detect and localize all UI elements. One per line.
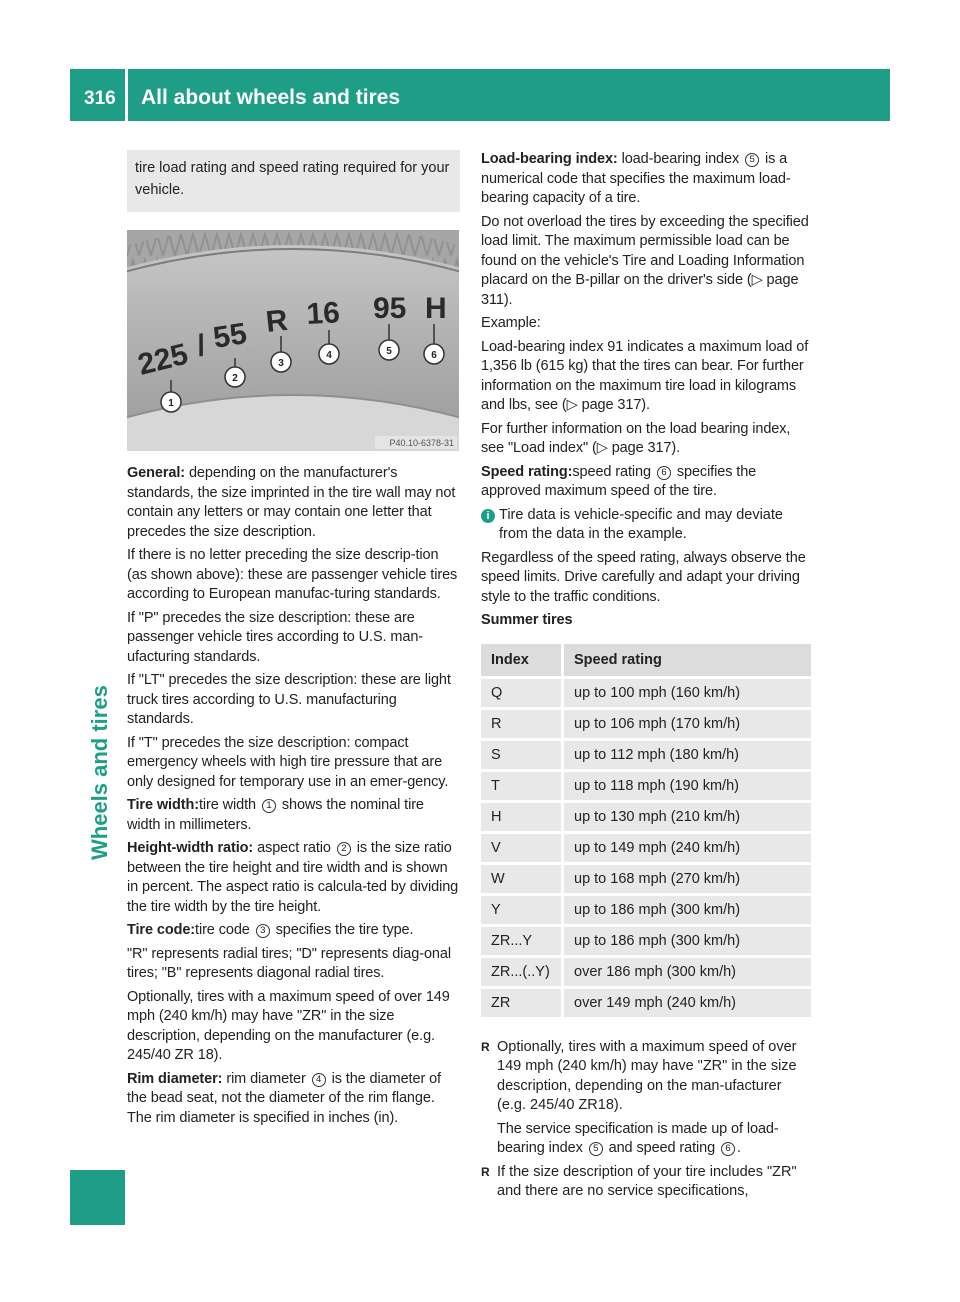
header-separator [125, 69, 128, 121]
table-row [481, 772, 811, 800]
speed-rating-cell: over 186 mph (300 km/h) [561, 958, 811, 986]
index-cell: H [481, 803, 561, 831]
notice-box [127, 150, 460, 212]
callout-ref-1: 1 [262, 799, 276, 813]
bullet-1-sub-mid: and speed rating [604, 1140, 719, 1156]
p-prefix-paragraph: If "P" precedes the size description: these are passenger vehicle tires according to U.S. man-ufacturing standards. [127, 609, 424, 665]
index-cell: S [481, 741, 561, 769]
callout-3: 3 [278, 358, 284, 369]
table-row [481, 865, 811, 893]
summer-tires-heading [481, 611, 813, 631]
further-info-paragraph: For further information on the load bearing index, see "Load index" (▷ page 317). [481, 420, 791, 456]
speed-rating-label: Speed rating: [481, 463, 573, 480]
index-cell: ZR...(..Y) [481, 958, 561, 986]
bullet-1-text: Optionally, tires with a maximum speed of over 149 mph (240 km/h) may have "ZR" in the size description, depending on the man-ufacturer (e.g. 245/40 ZR18). [497, 1038, 797, 1113]
height-width-text-b: is the size ratio between the tire height and tire width and is shown in percent. The aspect ratio is calcula-ted by dividing the tire width by the tire height. [127, 840, 459, 915]
overload-paragraph: Do not overload the tires by exceeding the specified load limit. The maximum permissible load can be found on the vehicle's Tire and Loading Information placard on the B-pillar on the driver's side (▷ page 311). [481, 213, 809, 308]
column-header-speed-rating: Speed rating [561, 644, 811, 676]
rim-diameter-text-b: is the diameter of the bead seat, not the diameter of the rim flange. The rim diameter is specified in inches (in). [127, 1070, 441, 1126]
speed-rating-table [481, 641, 811, 1020]
chapter-title: All about wheels and tires [141, 86, 401, 109]
table-row [481, 958, 811, 986]
sidewall-speed: H [425, 292, 447, 325]
no-letter-paragraph: If there is no letter preceding the size descrip-tion (as shown above): these are passenger vehicle tires according to European manufac-turing standards. [127, 547, 458, 602]
load-bearing-text-a: load-bearing index [617, 151, 744, 167]
sidewall-rim: 16 [305, 296, 341, 331]
height-width-text-a: aspect ratio [253, 840, 335, 856]
tire-code-text-b: specifies the tire type. [271, 922, 414, 938]
codes-paragraph: "R" represents radial tires; "D" represents diag-onal tires; "B" represents diagonal radial tires. [127, 945, 451, 981]
callout-ref-4: 4 [312, 1073, 326, 1087]
info-note [481, 506, 813, 545]
index-cell: Y [481, 896, 561, 924]
tire-code-text-a: tire code [195, 922, 254, 938]
table-row [481, 834, 811, 862]
speed-rating-cell: over 149 mph (240 km/h) [561, 989, 811, 1017]
bullet-1-sub-a: The service specification is made up of load-bearing index [497, 1120, 779, 1156]
left-column [127, 150, 460, 1132]
height-width-label: Height-width ratio: [127, 840, 254, 856]
lt-prefix-paragraph: If "LT" precedes the size description: these are light truck tires according to U.S. manufacturing standards. [127, 672, 451, 727]
list-item [481, 1038, 813, 1159]
callout-6: 6 [431, 350, 437, 361]
optional-zr-paragraph: Optionally, tires with a maximum speed of over 149 mph (240 km/h) may have "ZR" in the size description, depending on the manufacturer (e.g. 245/40 ZR 18). [127, 988, 450, 1063]
index-cell: Q [481, 679, 561, 707]
tire-width-text-a: tire width [198, 797, 260, 813]
info-note-text: Tire data is vehicle-specific and may deviate from the data in the example. [499, 506, 783, 542]
bullet-2-text: If the size description of your tire includes "ZR" and there are no service specifications, [497, 1163, 797, 1199]
load-bearing-label: Load-bearing index: [481, 151, 618, 167]
speed-rating-table-body [481, 679, 811, 1017]
general-label: General: [127, 465, 186, 481]
tire-width-text-b: shows the nominal tire width in millimeters. [127, 797, 424, 833]
callout-ref-6: 6 [657, 466, 671, 480]
side-tab [84, 685, 114, 1060]
table-row [481, 989, 811, 1017]
table-row [481, 710, 811, 738]
speed-rating-text-b: specifies the approved maximum speed of the tire. [481, 463, 757, 499]
index-cell: ZR [481, 989, 561, 1017]
table-row [481, 803, 811, 831]
tire-width-label: Tire width: [127, 797, 199, 813]
speed-rating-paragraph [481, 463, 813, 502]
index-cell: T [481, 772, 561, 800]
rim-diameter-paragraph [127, 1070, 460, 1129]
right-column [481, 150, 813, 1206]
table-row [481, 927, 811, 955]
speed-rating-cell: up to 130 mph (210 km/h) [561, 803, 811, 831]
table-row [481, 679, 811, 707]
speed-rating-cell: up to 106 mph (170 km/h) [561, 710, 811, 738]
load-bearing-text-b: is a numerical code that specifies the maximum load-bearing capacity of a tire. [481, 151, 791, 206]
column-header-index: Index [481, 644, 561, 676]
index-cell: R [481, 710, 561, 738]
callout-ref-2: 2 [337, 842, 351, 856]
rim-diameter-label: Rim diameter: [127, 1070, 223, 1087]
callout-2: 2 [232, 373, 238, 384]
callout-ref-6b: 6 [721, 1142, 735, 1156]
bullet-1-subparagraph [497, 1120, 813, 1159]
side-tab-label: Wheels and tires [87, 685, 112, 860]
callout-4: 4 [326, 350, 332, 361]
figure-ref-code: P40.10-6378-31 [389, 438, 454, 448]
speed-rating-cell: up to 149 mph (240 km/h) [561, 834, 811, 862]
rim-diameter-text-a: rim diameter [222, 1070, 310, 1087]
sidewall-code: R [264, 303, 290, 339]
index-cell: W [481, 865, 561, 893]
general-paragraph [127, 464, 460, 542]
summer-tires-label: Summer tires [481, 612, 573, 628]
tire-width-paragraph [127, 796, 460, 835]
page-number: 316 [84, 88, 116, 109]
general-text: depending on the manufacturer's standards, the size imprinted in the tire wall may not contain any letters or may contain one letter that precedes the size description. [127, 465, 456, 540]
table-row [481, 896, 811, 924]
callout-5: 5 [386, 346, 392, 357]
bullet-1-sub-end: . [737, 1140, 741, 1156]
example-paragraph: Load-bearing index 91 indicates a maximum load of 1,356 lb (615 kg) that the tires can bear. For further information on the maximum tire load in kilograms and lbs, see (▷ page 317). [481, 338, 809, 413]
sidewall-ratio: 55 [210, 317, 250, 355]
tire-code-paragraph [127, 921, 460, 941]
callout-ref-3: 3 [256, 924, 270, 938]
table-header-row [481, 644, 811, 676]
height-width-paragraph [127, 839, 460, 917]
callout-ref-5b: 5 [589, 1142, 603, 1156]
load-bearing-paragraph [481, 150, 813, 209]
index-cell: V [481, 834, 561, 862]
speed-rating-cell: up to 186 mph (300 km/h) [561, 927, 811, 955]
table-row [481, 741, 811, 769]
callout-ref-5: 5 [745, 153, 759, 167]
callout-1: 1 [168, 398, 174, 409]
side-tab-block [70, 1170, 125, 1225]
regardless-paragraph: Regardless of the speed rating, always observe the speed limits. Drive carefully and adapt your driving style to the traffic conditions. [481, 549, 806, 605]
t-prefix-paragraph: If "T" precedes the size description: compact emergency wheels with high tire pressure that are only designed for temporary use in an emer-gency. [127, 734, 449, 790]
tire-code-label: Tire code: [127, 922, 196, 938]
bullet-list [481, 1038, 813, 1202]
info-icon: i [481, 509, 495, 523]
speed-rating-cell: up to 186 mph (300 km/h) [561, 896, 811, 924]
tire-sidewall-figure [127, 230, 459, 451]
speed-rating-cell: up to 112 mph (180 km/h) [561, 741, 811, 769]
sidewall-slash: / [194, 328, 209, 363]
sidewall-width: 225 [134, 337, 192, 382]
speed-rating-text-a: speed rating [572, 463, 655, 480]
speed-rating-cell: up to 168 mph (270 km/h) [561, 865, 811, 893]
notice-text: tire load rating and speed rating required for your vehicle. [135, 160, 450, 198]
speed-rating-cell: up to 100 mph (160 km/h) [561, 679, 811, 707]
index-cell: ZR...Y [481, 927, 561, 955]
speed-rating-cell: up to 118 mph (190 km/h) [561, 772, 811, 800]
tire-sidewall-illustration [127, 230, 459, 451]
list-item [481, 1163, 813, 1202]
sidewall-load: 95 [373, 292, 407, 325]
example-heading: Example: [481, 315, 541, 331]
